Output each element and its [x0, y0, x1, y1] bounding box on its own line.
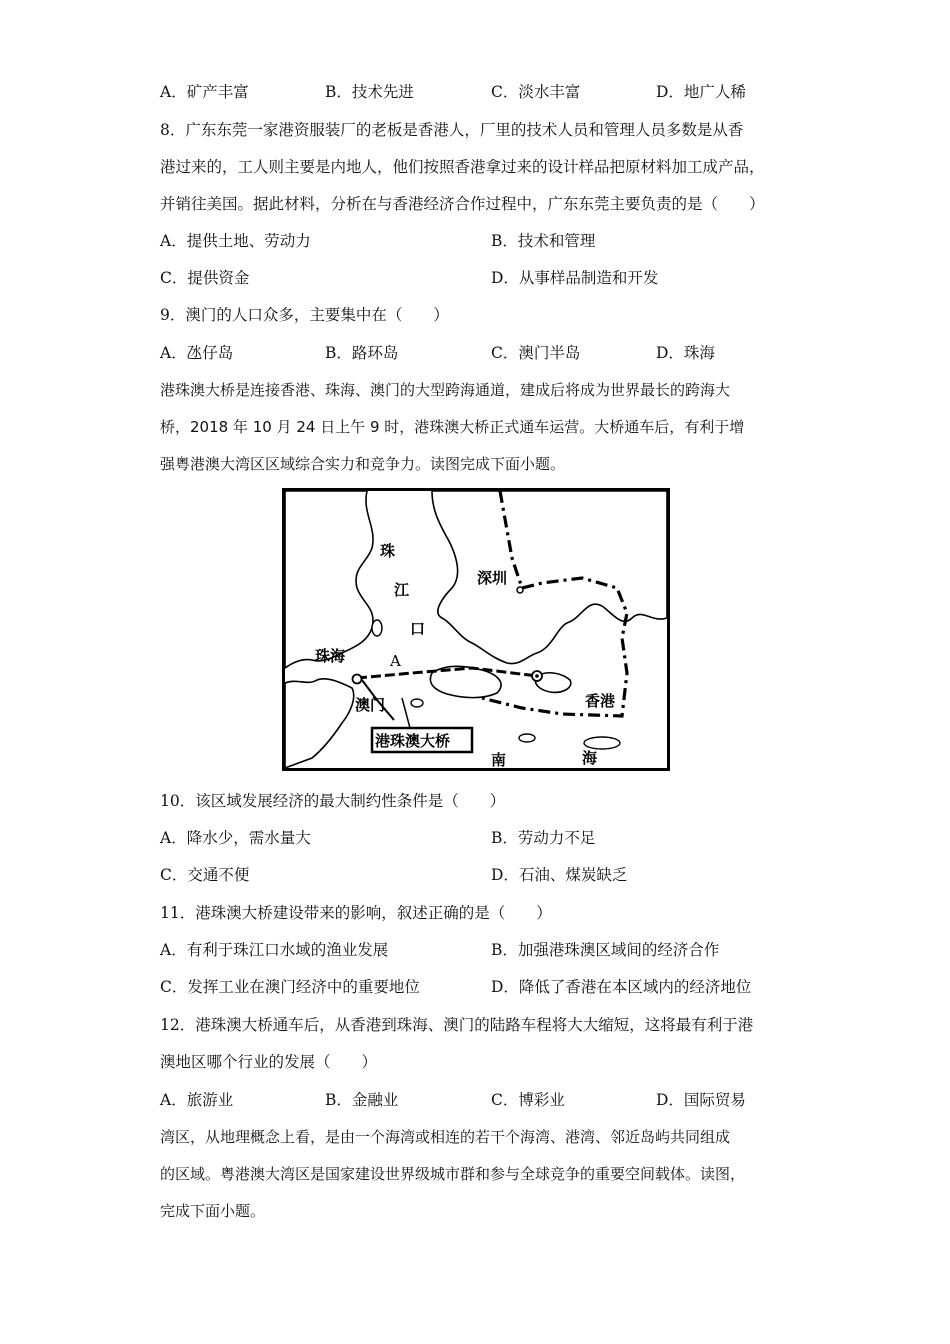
label-macau: 澳门	[355, 696, 386, 714]
q12-option-d: D．国际贸易	[656, 1091, 746, 1109]
q7-option-d: D．地广人稀	[656, 83, 746, 101]
zhuhai-node	[353, 675, 362, 684]
label-zhu: 珠	[380, 542, 396, 560]
island-4	[519, 734, 535, 742]
q8-option-d: D．从事样品制造和开发	[491, 269, 659, 287]
label-bridge: 港珠澳大桥	[375, 732, 451, 750]
q12-stem-line-1: 12．港珠澳大桥通车后，从香港到珠海、澳门的陆路车程将大大缩短，这将最有利于港	[160, 1016, 754, 1034]
shenzhen-node	[517, 587, 523, 593]
pearl-river-delta-map	[282, 488, 670, 771]
label-point-a: A	[390, 652, 401, 670]
passage1-line-2: 桥，2018 年 10 月 24 日上午 9 时，港珠澳大桥正式通车运营。大桥通车后，有利于增	[160, 418, 745, 436]
label-hai: 海	[582, 749, 598, 767]
q11-option-d: D．降低了香港在本区域内的经济地位	[491, 978, 752, 996]
island-3	[584, 737, 620, 749]
q8-stem-line-3: 并销往美国。据此材料，分析在与香港经济合作过程中，广东东莞主要负责的是（ ）	[160, 195, 765, 213]
q12-option-a: A．旅游业	[160, 1091, 234, 1109]
label-hongkong: 香港	[585, 692, 616, 710]
passage2-line-3: 完成下面小题。	[160, 1202, 266, 1220]
q11-stem: 11．港珠澳大桥建设带来的影响，叙述正确的是（ ）	[160, 904, 552, 922]
q12-option-b: B．金融业	[325, 1091, 399, 1109]
q11-option-a: A．有利于珠江口水域的渔业发展	[160, 941, 389, 959]
q11-option-b: B．加强港珠澳区域间的经济合作	[491, 941, 720, 959]
q10-option-a: A．降水少，需水量大	[160, 829, 311, 847]
passage1-line-3: 强粤港澳大湾区区域综合实力和竞争力。读图完成下面小题。	[160, 455, 566, 473]
passage1-line-1: 港珠澳大桥是连接香港、珠海、澳门的大型跨海通道，建成后将成为世界最长的跨海大	[160, 381, 731, 399]
q8-option-c: C．提供资金	[160, 269, 250, 287]
q9-option-b: B．路环岛	[325, 344, 399, 362]
q10-stem: 10．该区域发展经济的最大制约性条件是（ ）	[160, 792, 506, 810]
q10-option-b: B．劳动力不足	[491, 829, 596, 847]
q8-option-a: A．提供土地、劳动力	[160, 232, 311, 250]
q9-option-d: D．珠海	[656, 344, 715, 362]
q9-option-c: C．澳门半岛	[491, 344, 581, 362]
passage2-line-2: 的区域。粤港澳大湾区是国家建设世界级城市群和参与全球竞争的重要空间载体。读图，	[160, 1165, 746, 1183]
passage2-line-1: 湾区，从地理概念上看，是由一个海湾或相连的若干个海湾、港湾、邻近岛屿共同组成	[160, 1128, 731, 1146]
hk-node-center	[535, 674, 539, 678]
island-2	[411, 699, 423, 707]
q7-option-b: B．技术先进	[325, 83, 414, 101]
label-zhuhai: 珠海	[315, 647, 346, 665]
q10-option-d: D．石油、煤炭缺乏	[491, 866, 628, 884]
q12-option-c: C．博彩业	[491, 1091, 565, 1109]
q11-option-c: C．发挥工业在澳门经济中的重要地位	[160, 978, 420, 996]
q12-stem-line-2: 澳地区哪个行业的发展（ ）	[160, 1053, 378, 1071]
q8-option-b: B．技术和管理	[491, 232, 596, 250]
q9-stem: 9．澳门的人口众多，主要集中在（ ）	[160, 306, 449, 324]
q8-stem-line-1: 8．广东东莞一家港资服装厂的老板是香港人，厂里的技术人员和管理人员多数是从香	[160, 121, 744, 139]
label-nan: 南	[491, 751, 507, 769]
q7-option-a: A．矿产丰富	[160, 83, 249, 101]
label-kou: 口	[410, 620, 426, 638]
q9-option-a: A．氹仔岛	[160, 344, 234, 362]
q8-stem-line-2: 港过来的，工人则主要是内地人，他们按照香港拿过来的设计样品把原材料加工成产品，	[160, 158, 765, 176]
q7-option-c: C．淡水丰富	[491, 83, 581, 101]
label-jiang: 江	[394, 581, 410, 599]
q10-option-c: C．交通不便	[160, 866, 250, 884]
island-1	[372, 620, 382, 636]
label-shenzhen: 深圳	[477, 569, 508, 587]
